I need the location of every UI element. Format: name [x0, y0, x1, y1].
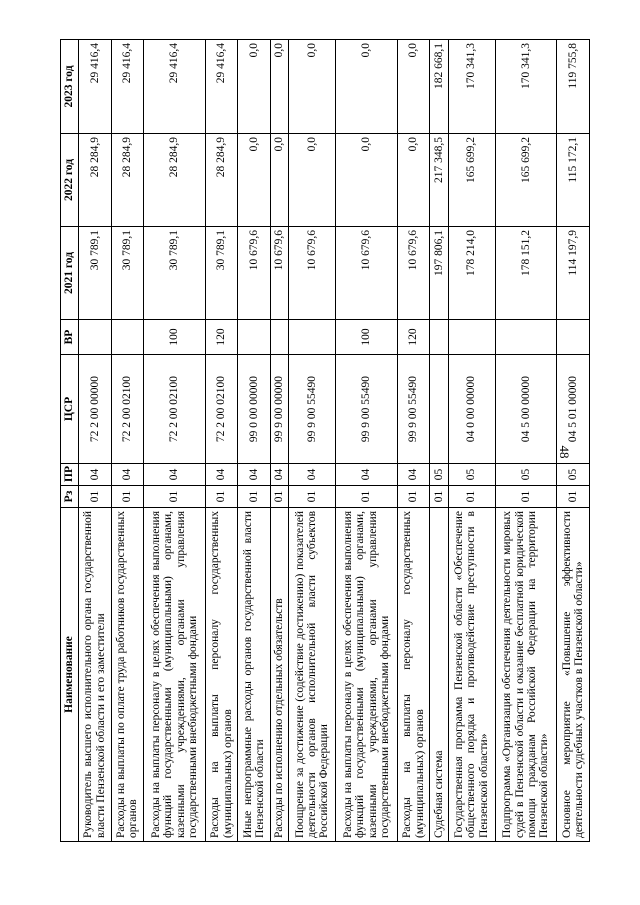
row-2023: 29 416,4 — [205, 40, 238, 134]
row-csr: 72 2 00 02100 — [144, 355, 206, 464]
row-2023: 170 341,3 — [448, 40, 495, 134]
row-pr: 05 — [557, 464, 590, 486]
row-vr — [289, 320, 336, 355]
row-rz: 01 — [448, 486, 495, 508]
header-name: Наименование — [61, 508, 79, 842]
row-pr: 04 — [271, 464, 289, 486]
row-2021: 10 679,6 — [336, 227, 398, 320]
row-csr: 72 2 00 02100 — [205, 355, 238, 464]
header-pr: ПР — [61, 464, 79, 486]
row-rz: 01 — [238, 486, 271, 508]
row-pr: 05 — [495, 464, 557, 486]
row-rz: 01 — [397, 486, 430, 508]
row-vr: 120 — [397, 320, 430, 355]
row-csr — [430, 355, 448, 464]
header-2022: 2022 год — [61, 134, 79, 227]
row-csr: 99 9 00 00000 — [271, 355, 289, 464]
row-vr — [238, 320, 271, 355]
row-csr: 04 5 01 00000 — [557, 355, 590, 464]
row-vr — [79, 320, 112, 355]
row-vr: 100 — [144, 320, 206, 355]
row-2022: 165 699,2 — [495, 134, 557, 227]
table-row — [205, 40, 238, 842]
header-2021: 2021 год — [61, 227, 79, 320]
row-name: Государственная программа Пензенской области «Обеспечение общественного порядка и противодействие преступности в Пензенской области» — [448, 508, 495, 842]
row-2022: 0,0 — [336, 134, 398, 227]
table-row — [271, 40, 289, 842]
row-2023: 29 416,4 — [79, 40, 112, 134]
row-pr: 04 — [238, 464, 271, 486]
row-name: Подпрограмма «Организация обеспечения деятельности мировых судей в Пензенской области и оказание бесплатной юридической помощи гражданам Российской Федерации на территории Пензенской области» — [495, 508, 557, 842]
row-name: Расходы на выплаты персоналу в целях обеспечения выполнения функций государственными (муниципальными) органами, казенными учреждениями, органами управления государственными внебюджетными фондами — [336, 508, 398, 842]
row-csr: 99 9 00 55490 — [289, 355, 336, 464]
table-row — [289, 40, 336, 842]
row-vr — [271, 320, 289, 355]
table-header-row — [61, 40, 79, 842]
row-rz: 01 — [144, 486, 206, 508]
row-2021: 10 679,6 — [271, 227, 289, 320]
row-2021: 114 197,9 — [557, 227, 590, 320]
row-2021: 30 789,1 — [111, 227, 144, 320]
row-name: Расходы на выплаты персоналу государственных (муниципальных) органов — [397, 508, 430, 842]
row-2022: 0,0 — [289, 134, 336, 227]
table-row — [448, 40, 495, 842]
row-vr — [557, 320, 590, 355]
row-name: Расходы по исполнению отдельных обязательств — [271, 508, 289, 842]
row-csr: 72 2 00 00000 — [79, 355, 112, 464]
table-row — [336, 40, 398, 842]
row-csr: 04 0 00 00000 — [448, 355, 495, 464]
row-pr: 04 — [79, 464, 112, 486]
row-2021: 10 679,6 — [397, 227, 430, 320]
row-2023: 0,0 — [271, 40, 289, 134]
header-2023: 2023 год — [61, 40, 79, 134]
row-2023: 0,0 — [238, 40, 271, 134]
row-vr — [111, 320, 144, 355]
row-rz: 01 — [205, 486, 238, 508]
rotated-page-content — [60, 40, 590, 842]
row-rz: 01 — [111, 486, 144, 508]
row-2021: 178 214,0 — [448, 227, 495, 320]
row-pr: 04 — [336, 464, 398, 486]
row-2022: 28 284,9 — [111, 134, 144, 227]
row-2022: 0,0 — [238, 134, 271, 227]
row-vr — [495, 320, 557, 355]
row-2021: 30 789,1 — [205, 227, 238, 320]
row-vr — [448, 320, 495, 355]
header-rz: Рз — [61, 486, 79, 508]
table-row — [79, 40, 112, 842]
row-vr: 100 — [336, 320, 398, 355]
row-pr: 04 — [111, 464, 144, 486]
row-pr: 04 — [397, 464, 430, 486]
row-rz: 01 — [271, 486, 289, 508]
row-csr: 99 9 00 55490 — [336, 355, 398, 464]
row-2022: 28 284,9 — [79, 134, 112, 227]
row-2023: 119 755,8 — [557, 40, 590, 134]
row-name: Расходы на выплаты персоналу государственных (муниципальных) органов — [205, 508, 238, 842]
row-name: Расходы на выплаты по оплате труда работников государственных органов — [111, 508, 144, 842]
row-name: Основное мероприятие «Повышение эффективности деятельности судебных участков в Пензенской области» — [557, 508, 590, 842]
row-rz: 01 — [557, 486, 590, 508]
row-2022: 0,0 — [271, 134, 289, 227]
row-rz: 01 — [79, 486, 112, 508]
header-csr: ЦСР — [61, 355, 79, 464]
row-2023: 0,0 — [289, 40, 336, 134]
row-pr: 04 — [205, 464, 238, 486]
table-row — [111, 40, 144, 842]
row-csr: 72 2 00 02100 — [111, 355, 144, 464]
header-vr: ВР — [61, 320, 79, 355]
row-2022: 115 172,1 — [557, 134, 590, 227]
row-2023: 170 341,3 — [495, 40, 557, 134]
row-2023: 0,0 — [336, 40, 398, 134]
table-row — [397, 40, 430, 842]
row-vr: 120 — [205, 320, 238, 355]
row-name: Расходы на выплаты персоналу в целях обеспечения выполнения функций государственными (муниципальными) органами, казенными учреждениями, органами управления государственными внебюджетными фондами — [144, 508, 206, 842]
row-2022: 28 284,9 — [205, 134, 238, 227]
row-vr — [430, 320, 448, 355]
row-pr: 04 — [144, 464, 206, 486]
budget-table — [60, 39, 590, 842]
table-row — [144, 40, 206, 842]
row-name: Поощрение за достижение (содействие достижению) показателей деятельности органов исполнительной власти субъектов Российской Федерации — [289, 508, 336, 842]
row-2021: 30 789,1 — [79, 227, 112, 320]
row-2022: 165 699,2 — [448, 134, 495, 227]
row-2022: 28 284,9 — [144, 134, 206, 227]
row-2023: 29 416,4 — [144, 40, 206, 134]
row-pr: 05 — [448, 464, 495, 486]
row-2021: 10 679,6 — [289, 227, 336, 320]
row-rz: 01 — [336, 486, 398, 508]
row-2021: 30 789,1 — [144, 227, 206, 320]
row-2021: 10 679,6 — [238, 227, 271, 320]
row-name: Иные непрограммные расходы органов государственной власти Пензенской области — [238, 508, 271, 842]
table-row — [557, 40, 590, 842]
table-row — [430, 40, 448, 842]
row-csr: 99 0 00 00000 — [238, 355, 271, 464]
table-row — [238, 40, 271, 842]
row-2023: 182 668,1 — [430, 40, 448, 134]
row-2023: 0,0 — [397, 40, 430, 134]
row-pr: 05 — [430, 464, 448, 486]
row-csr: 04 5 00 00000 — [495, 355, 557, 464]
row-2022: 0,0 — [397, 134, 430, 227]
row-2021: 178 151,2 — [495, 227, 557, 320]
row-2021: 197 806,1 — [430, 227, 448, 320]
row-rz: 01 — [289, 486, 336, 508]
row-name: Судебная система — [430, 508, 448, 842]
row-2023: 29 416,4 — [111, 40, 144, 134]
row-rz: 01 — [495, 486, 557, 508]
row-pr: 04 — [289, 464, 336, 486]
row-2022: 217 348,5 — [430, 134, 448, 227]
row-name: Руководитель высшего исполнительного органа государственной власти Пензенской области и его заместители — [79, 508, 112, 842]
row-csr: 99 9 00 55490 — [397, 355, 430, 464]
row-rz: 01 — [430, 486, 448, 508]
table-row — [495, 40, 557, 842]
page-number: 48 — [557, 445, 572, 459]
